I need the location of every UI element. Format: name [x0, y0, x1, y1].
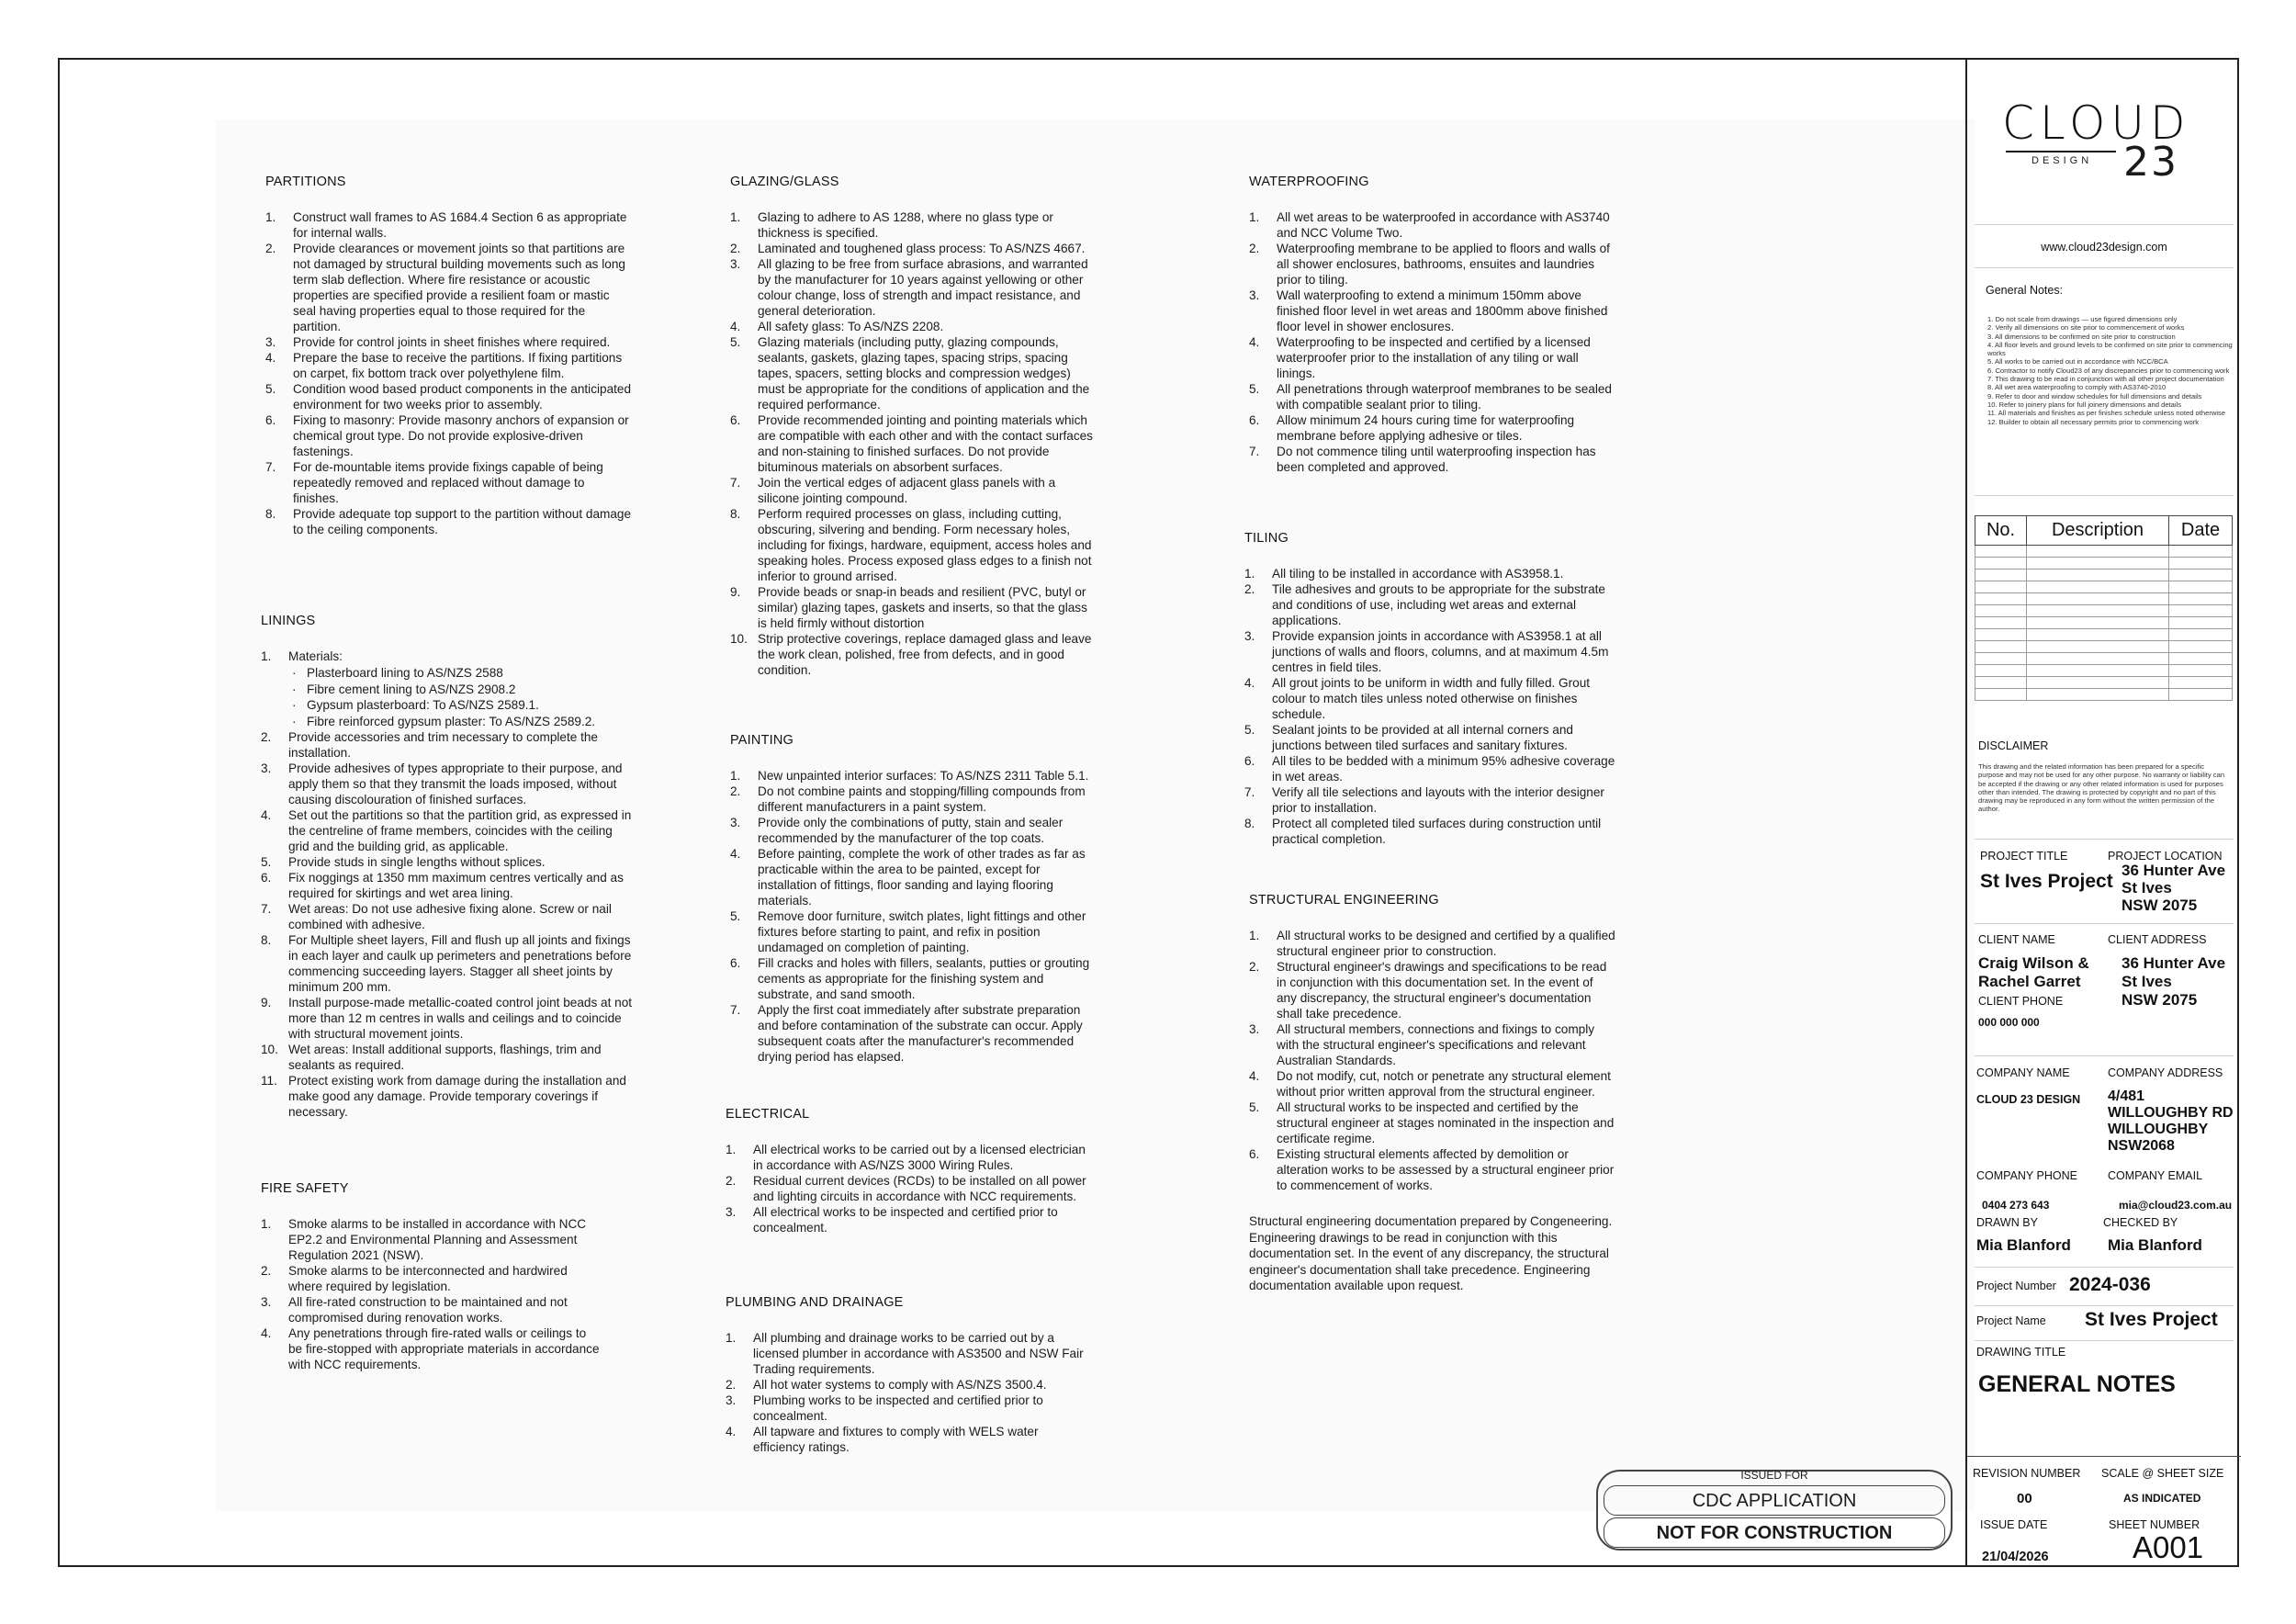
section-title: WATERPROOFING [1249, 175, 1369, 189]
material-item: · Fibre cement lining to AS/NZS 2908.2 [288, 682, 633, 698]
divider [1975, 267, 2234, 268]
divider [1975, 1340, 2234, 1341]
drawn-by: Mia Blanford [1976, 1236, 2071, 1254]
list-item: 5. Provide studs in single lengths without splices. [261, 855, 546, 869]
list-item: 6. Provide recommended jointing and pointing materials which are compatible with each other and with the contact surfaces and non-staining to finished surfaces. Do not provide bituminous materials on absorbent surfaces. [730, 413, 1093, 474]
text-line: 8. All wet area waterproofing to comply with AS3740-2010 [1987, 383, 2167, 392]
list-item: 4. All tapware and fixtures to comply with WELS water efficiency ratings. [726, 1425, 1039, 1454]
revision-cell [1975, 570, 2027, 581]
drawn-by-label: DRAWN BY [1976, 1216, 2038, 1229]
list-item: 7. Verify all tile selections and layouts with the interior designer prior to installation. [1244, 785, 1604, 815]
list-item: 2. Provide clearances or movement joints so that partitions are not damaged by structural building movements such as long term slab deflection. Where fire resistance or acoustic properties are specified provide a resilient foam or mastic seal having properties equal to those required for the partition. [265, 242, 625, 333]
electrical-list [726, 1142, 1093, 1235]
issue-date-label: ISSUE DATE [1980, 1518, 2048, 1531]
text-line: 9. Refer to door and window schedules for full dimensions and details [1987, 391, 2202, 400]
revision-cell [1975, 558, 2027, 570]
material-item: · Gypsum plasterboard: To AS/NZS 2589.1. [288, 697, 633, 714]
list-item: 3. All structural members, connections and fixings to comply with the structural engineer's specifications and relevant Australian Standards. [1249, 1022, 1595, 1067]
linings-items [261, 729, 633, 1120]
revision-cell [2027, 558, 2169, 570]
text-line: Rachel Garret [1978, 973, 2081, 990]
company-email[interactable]: mia@cloud23.com.au [2119, 1199, 2233, 1212]
disclaimer-text: This drawing and the related information has been prepared for a specific purpose and may not be used for any other purpose. No warranty or liability can be accepted if the drawing or any other related information is used for purposes other than intended. The drawing is protected by copyright and no part of this drawing may be reproduced in any form without the written permission of the author. [1978, 762, 2225, 814]
section-title: TILING [1244, 531, 1289, 546]
revision-cell [2027, 546, 2169, 558]
materials-list [288, 665, 633, 729]
scale-label: SCALE @ SHEET SIZE [2101, 1467, 2224, 1480]
revision-cell [1975, 605, 2027, 617]
divider [1967, 1456, 2241, 1457]
electrical-section [726, 1107, 1093, 1235]
list-item: 6. Allow minimum 24 hours curing time for waterproofing membrane before applying adhesive or tiles. [1249, 413, 1575, 443]
revision-cell [1975, 689, 2027, 701]
text-line: WILLOUGHBY RD [2108, 1105, 2234, 1121]
list-item: 2. Provide accessories and trim necessary to complete the installation. [261, 730, 598, 760]
list-item: 4. All safety glass: To AS/NZS 2208. [730, 320, 944, 333]
client-name-label: CLIENT NAME [1978, 933, 2055, 946]
list-item: 7. For de-mountable items provide fixings capable of being repeatedly removed and replaced without damage to finishes. [265, 460, 603, 505]
revision-cell [1975, 546, 2027, 558]
issue-date: 21/04/2026 [1982, 1550, 2049, 1564]
revision-cell [2169, 605, 2233, 617]
revision-cell [2027, 593, 2169, 605]
title-block [1965, 58, 2239, 1567]
text-line: St Ives [2122, 973, 2172, 990]
text-line: Craig Wilson & [1978, 954, 2089, 972]
revision-row [1975, 546, 2233, 558]
revision-cell [1975, 677, 2027, 689]
list-item: 2. Smoke alarms to be interconnected and hardwired where required by legislation. [261, 1264, 568, 1293]
revision-table [1975, 515, 2233, 701]
materials-label: Materials: [288, 649, 343, 663]
project-name: St Ives Project [2085, 1309, 2218, 1330]
issued-for-purpose: CDC APPLICATION [1604, 1485, 1945, 1516]
section-title: GLAZING/GLASS [730, 175, 839, 189]
checked-by-label: CHECKED BY [2103, 1216, 2178, 1229]
list-item: 1. All electrical works to be carried out by a licensed electrician in accordance with AS/NZS 3000 Wiring Rules. [726, 1143, 1086, 1172]
divider [1975, 495, 2234, 496]
revision-cell [2169, 629, 2233, 641]
revision-row [1975, 665, 2233, 677]
drawing-title: GENERAL NOTES [1978, 1371, 2176, 1397]
revision-cell [2169, 641, 2233, 653]
issued-for-status: NOT FOR CONSTRUCTION [1604, 1517, 1945, 1548]
revision-cell [2169, 617, 2233, 629]
project-name-label: Project Name [1976, 1314, 2046, 1327]
text-line: 1. Do not scale from drawings — use figured dimensions only [1987, 315, 2178, 323]
text-line: NSW 2075 [2122, 897, 2198, 914]
revision-cell [1975, 641, 2027, 653]
disclaimer-title: DISCLAIMER [1978, 739, 2049, 752]
list-item: 8. Perform required processes on glass, including cutting, obscuring, silvering and bending. Form necessary holes, including for fixings, hardware, equipment, access holes and speaking holes. Process exposed glass edges to a finish not inferior to ground arrised. [730, 507, 1092, 583]
revision-cell [2027, 653, 2169, 665]
list-item: 7. Wet areas: Do not use adhesive fixing alone. Screw or nail combined with adhesive. [261, 902, 612, 931]
section-title: STRUCTURAL ENGINEERING [1249, 893, 1439, 908]
revision-row [1975, 677, 2233, 689]
linings-section [261, 614, 633, 1120]
client-phone: 000 000 000 [1978, 1016, 2040, 1029]
client-name [1978, 954, 2089, 991]
revision-cell [2027, 570, 2169, 581]
divider [1975, 224, 2234, 225]
text-line: 4. All floor levels and ground levels to be confirmed on site prior to commencing works [1987, 340, 2233, 358]
revision-cell [2169, 593, 2233, 605]
section-title: PLUMBING AND DRAINAGE [726, 1295, 904, 1310]
text-line: 3. All dimensions to be confirmed on site prior to construction [1987, 332, 2176, 341]
list-item: 1. Glazing to adhere to AS 1288, where no glass type or thickness is specified. [730, 210, 1053, 240]
revision-cell [2027, 629, 2169, 641]
list-item: 6. Fill cracks and holes with fillers, sealants, putties or grouting cements as appropriate for the finishing system and substrate, and sand smooth. [730, 956, 1090, 1001]
text-line: 5. All works to be carried out in accordance with NCC/BCA [1987, 357, 2168, 367]
revision-cell [2027, 617, 2169, 629]
company-address [2108, 1088, 2234, 1155]
fire-safety-list [261, 1216, 601, 1372]
revision-cell [2027, 641, 2169, 653]
issued-for-stamp [1596, 1470, 1953, 1551]
list-item: 3. Provide for control joints in sheet finishes where required. [265, 335, 611, 349]
partitions-section [265, 175, 633, 537]
company-phone: 0404 273 643 [1982, 1199, 2050, 1212]
logo-sub: DESIGN [2032, 155, 2093, 166]
project-title: St Ives Project [1980, 871, 2113, 892]
revision-row [1975, 689, 2233, 701]
material-item: · Fibre reinforced gypsum plaster: To AS/NZS 2589.2. [288, 714, 633, 730]
list-item: 2. Residual current devices (RCDs) to be installed on all power and lighting circuits in accordance with NCC requirements. [726, 1174, 1086, 1203]
text-line: 2. Verify all dimensions on site prior to commencement of works [1987, 323, 2185, 333]
section-title: ELECTRICAL [726, 1107, 810, 1122]
revision-row [1975, 581, 2233, 593]
list-item: 1. All tiling to be installed in accordance with AS3958.1. [1244, 567, 1564, 581]
text-line: NSW2068 [2108, 1138, 2175, 1154]
revision-cell [2027, 665, 2169, 677]
list-item: 3. Wall waterproofing to extend a minimum 150mm above finished floor level in wet areas and 1800mm above finished floor level in shower enclosures. [1249, 288, 1608, 333]
list-item: 6. Fixing to masonry: Provide masonry anchors of expansion or chemical grout type. Do not provide explosive-driven fastenings. [265, 413, 629, 458]
revision-cell [1975, 617, 2027, 629]
company-logo [2002, 96, 2204, 186]
company-phone-label: COMPANY PHONE [1976, 1169, 2077, 1182]
logo-bar [2006, 151, 2116, 152]
divider [1975, 1055, 2234, 1056]
glazing-section [730, 175, 1097, 678]
tiling-section [1244, 531, 1616, 847]
revision-cell [2169, 546, 2233, 558]
revision-header-no: No. [1975, 516, 2027, 546]
list-item: 9. Install purpose-made metallic-coated control joint beads at not more than 12 m centres in walls and ceilings and to coincide with structural movement joints. [261, 996, 633, 1041]
revision-cell [2169, 689, 2233, 701]
company-address-label: COMPANY ADDRESS [2108, 1066, 2223, 1079]
revision-row [1975, 558, 2233, 570]
list-item: 2. Do not combine paints and stopping/filling compounds from different manufacturers in a paint system. [730, 784, 1086, 814]
text-line: 36 Hunter Ave [2122, 954, 2226, 972]
website[interactable]: www.cloud23design.com [2041, 241, 2167, 254]
text-line: WILLOUGHBY [2108, 1122, 2209, 1137]
list-item: 5. Sealant joints to be provided at all internal corners and junctions between tiled surfaces and sanitary fixtures. [1244, 723, 1573, 752]
revision-cell [1975, 629, 2027, 641]
text-line: St Ives [2122, 879, 2172, 897]
list-item: 6. Fix noggings at 1350 mm maximum centres vertically and as required for skirtings and wet area lining. [261, 871, 624, 900]
client-phone-label: CLIENT PHONE [1978, 995, 2064, 1008]
revision-header-row [1975, 516, 2233, 546]
text-line: 4/481 [2108, 1088, 2145, 1104]
text-line: 11. All materials and finishes as per finishes schedule unless noted otherwise [1987, 409, 2226, 418]
revision-cell [2169, 558, 2233, 570]
checked-by: Mia Blanford [2108, 1236, 2202, 1254]
section-title: FIRE SAFETY [261, 1181, 349, 1196]
list-item: 2. All hot water systems to comply with AS/NZS 3500.4. [726, 1378, 1047, 1392]
text-line: 36 Hunter Ave [2122, 862, 2226, 879]
list-item: 7. Apply the first coat immediately after substrate preparation and before contamination of the substrate can occur. Apply subsequent coats after the manufacturer's recommended drying period has elapsed. [730, 1003, 1083, 1064]
list-item: 3. Plumbing works to be inspected and certified prior to concealment. [726, 1393, 1043, 1423]
fire-safety-section [261, 1181, 601, 1372]
text-line: NSW 2075 [2122, 991, 2198, 1009]
revision-cell [1975, 653, 2027, 665]
section-title: PARTITIONS [265, 175, 346, 189]
revision-cell [1975, 593, 2027, 605]
list-item: 4. Any penetrations through fire-rated walls or ceilings to be fire-stopped with appropriate materials in accordance with NCC requirements. [261, 1326, 600, 1371]
list-item: 4. Set out the partitions so that the partition grid, as expressed in the centreline of frame members, coincides with the ceiling grid and the building grid, as applicable. [261, 808, 632, 853]
list-item: 9. Provide beads or snap-in beads and resilient (PVC, butyl or similar) glazing tapes, gaskets and inserts, so that the glass is held firmly without distortion [730, 585, 1087, 630]
list-item: 5. All structural works to be inspected and certified by the structural engineer at stages nominated in the inspection and certificate regime. [1249, 1100, 1615, 1145]
general-notes-title: General Notes: [1986, 284, 2064, 297]
company-email-label: COMPANY EMAIL [2108, 1169, 2203, 1182]
company-name-label: COMPANY NAME [1976, 1066, 2070, 1079]
revision-cell [2169, 665, 2233, 677]
general-notes-list [1987, 315, 2234, 426]
list-item: 1. Construct wall frames to AS 1684.4 Section 6 as appropriate for internal walls. [265, 210, 627, 240]
issued-for-label: ISSUED FOR [1740, 1469, 1808, 1482]
list-item: 1. Smoke alarms to be installed in accordance with NCC EP2.2 and Environmental Planning and Assessment Regulation 2021 (NSW). [261, 1217, 587, 1262]
list-item: 10. Wet areas: Install additional supports, flashings, trim and sealants as required. [261, 1043, 602, 1072]
revision-cell [2027, 581, 2169, 593]
plumbing-section [726, 1295, 1093, 1455]
structural-list [1249, 928, 1616, 1193]
revision-row [1975, 593, 2233, 605]
partitions-list [265, 209, 633, 537]
list-item: 8. Provide adequate top support to the partition without damage to the ceiling components. [265, 507, 632, 536]
revision-row [1975, 641, 2233, 653]
plumbing-list [726, 1330, 1093, 1455]
revision-row [1975, 629, 2233, 641]
list-item: 3. Provide only the combinations of putty, stain and sealer recommended by the manufacturer of the top coats. [730, 816, 1064, 845]
section-title: LININGS [261, 614, 316, 628]
company-name: CLOUD 23 DESIGN [1976, 1093, 2081, 1106]
list-item: 8. For Multiple sheet layers, Fill and flush up all joints and fixings in each layer and caulk up perimeters and penetrations before commencing succeeding layers. Stagger all sheet joints by minimum 200 mm. [261, 933, 632, 994]
revision-number-label: REVISION NUMBER [1973, 1467, 2081, 1480]
client-address [2122, 954, 2225, 1009]
revision-row [1975, 653, 2233, 665]
client-address-label: CLIENT ADDRESS [2108, 933, 2207, 946]
list-item: 3. All electrical works to be inspected and certified prior to concealment. [726, 1205, 1058, 1235]
structural-section [1249, 893, 1616, 1294]
painting-list [730, 768, 1097, 1065]
logo-number: 23 [2123, 139, 2178, 186]
text-line: 7. This drawing to be read in conjunction with all other project documentation [1987, 375, 2224, 384]
list-item: 1. Materials: · Plasterboard lining to AS/NZS 2588 · Fibre cement lining to AS/NZS 2908.2 · Gypsum plasterboard: To AS/NZS 2589.1. · Fibre reinforced gypsum plaster: To AS/NZS 2589.2. [261, 648, 633, 729]
project-title-label: PROJECT TITLE [1980, 850, 2068, 863]
list-item: 4. Prepare the base to receive the partitions. If fixing partitions on carpet, fix bottom track over polyethylene film. [265, 351, 623, 380]
project-number-label: Project Number [1976, 1280, 2056, 1292]
revision-row [1975, 617, 2233, 629]
list-item: 4. Waterproofing to be inspected and certified by a licensed waterproofer prior to the installation of any tiling or wall linings. [1249, 335, 1591, 380]
glazing-list [730, 209, 1097, 678]
painting-section [730, 733, 1097, 1065]
sheet-number-label: SHEET NUMBER [2109, 1518, 2200, 1531]
text-line: 12. Builder to obtain all necessary permits prior to commencing work [1987, 417, 2200, 426]
list-item: 3. Provide adhesives of types appropriate to their purpose, and apply them so that they transmit the loads imposed, without causing discolouration of finished surfaces. [261, 761, 623, 806]
list-item: 3. Provide expansion joints in accordance with AS3958.1 at all junctions of walls and floors, columns, and at maximum 4.5m centres in field tiles. [1244, 629, 1609, 674]
logo-word: CLOUD [2002, 96, 2191, 150]
divider [1975, 923, 2234, 924]
project-number: 2024-036 [2069, 1274, 2151, 1295]
list-item: 1. All structural works to be designed and certified by a qualified structural engineer prior to construction. [1249, 929, 1615, 958]
list-item: 5. Remove door furniture, switch plates, light fittings and other fixtures before starting to paint, and refix in position undamaged on completion of painting. [730, 909, 1086, 954]
list-item: 11. Protect existing work from damage during the installation and make good any damage. Provide temporary coverings if necessary. [261, 1074, 626, 1119]
revision-cell [2169, 581, 2233, 593]
list-item: 7. Join the vertical edges of adjacent glass panels with a silicone jointing compound. [730, 476, 1056, 505]
list-item: 3. All glazing to be free from surface abrasions, and warranted by the manufacturer for 10 years against yellowing or other colour change, loss of strength and impact resistance, and general deterioration. [730, 257, 1088, 318]
list-item: 1. All wet areas to be waterproofed in accordance with AS3740 and NCC Volume Two. [1249, 210, 1610, 240]
text-line: 6. Contractor to notify Cloud23 of any discrepancies prior to commencing work [1987, 366, 2230, 375]
revision-cell [2027, 677, 2169, 689]
material-item: · Plasterboard lining to AS/NZS 2588 [288, 665, 633, 682]
divider [1975, 839, 2234, 840]
list-item: 2. Waterproofing membrane to be applied to floors and walls of all shower enclosures, bathrooms, ensuites and laundries prior to tiling. [1249, 242, 1610, 287]
list-item: 1. New unpainted interior surfaces: To AS/NZS 2311 Table 5.1. [730, 769, 1089, 783]
list-item: 2. Laminated and toughened glass process: To AS/NZS 4667. [730, 242, 1086, 255]
list-item: 6. All tiles to be bedded with a minimum 95% adhesive coverage in wet areas. [1244, 754, 1615, 784]
list-item: 1. All plumbing and drainage works to be carried out by a licensed plumber in accordance with AS3500 and NSW Fair Trading requirements. [726, 1331, 1084, 1376]
revision-cell [1975, 581, 2027, 593]
section-title: PAINTING [730, 733, 794, 748]
text-line: 10. Refer to joinery plans for full joinery dimensions and details [1987, 400, 2182, 409]
structural-paragraph: Structural engineering documentation prepared by Congeneering. Engineering drawings to be read in conjunction with this documentation set. In the event of any discrepancy, the structural engineer's documentation shall take precedence. Engineering documentation available upon request. [1249, 1214, 1613, 1292]
list-item: 3. All fire-rated construction to be maintained and not compromised during renovation works. [261, 1295, 568, 1325]
revision-row [1975, 570, 2233, 581]
drawing-title-label: DRAWING TITLE [1976, 1346, 2066, 1359]
list-item: 5. Glazing materials (including putty, glazing compounds, sealants, gaskets, glazing tapes, spacing strips, spacing tapes, spacers, setting blocks and compression wedges) must be appropriate for the conditions of application and the required performance. [730, 335, 1090, 412]
waterproofing-list [1249, 209, 1616, 475]
waterproofing-section [1249, 175, 1616, 475]
revision-number: 00 [2017, 1491, 2032, 1506]
divider [1975, 1267, 2234, 1268]
scale: AS INDICATED [2123, 1492, 2201, 1505]
project-location-label: PROJECT LOCATION [2108, 850, 2223, 863]
list-item: 7. Do not commence tiling until waterproofing inspection has been completed and approved. [1249, 445, 1596, 474]
list-item: 5. All penetrations through waterproof membranes to be sealed with compatible sealant prior to tiling. [1249, 382, 1612, 412]
list-item: 5. Condition wood based product components in the anticipated environment for two weeks prior to assembly. [265, 382, 632, 412]
list-item: 4. Do not modify, cut, notch or penetrate any structural element without prior written approval from the structural engineer. [1249, 1069, 1611, 1099]
revision-cell [2169, 653, 2233, 665]
revision-header-description: Description [2027, 516, 2169, 546]
list-item: 4. Before painting, complete the work of other trades as far as practicable within the area to be painted, except for installation of fittings, floor sanding and laying flooring materials. [730, 847, 1086, 908]
linings-list [261, 648, 633, 729]
list-item: 6. Existing structural elements affected by demolition or alteration works to be assessed by a structural engineer prior to commencement of works. [1249, 1147, 1615, 1192]
list-item: 2. Structural engineer's drawings and specifications to be read in conjunction with this documentation set. In the event of any discrepancy, the structural engineer's documentation shall take precedence. [1249, 960, 1607, 1021]
revision-cell [2027, 605, 2169, 617]
revision-row [1975, 605, 2233, 617]
list-item: 4. All grout joints to be uniform in width and fully filled. Grout colour to match tiles unless noted otherwise on finishes schedule. [1244, 676, 1591, 721]
sheet-number: A001 [2133, 1530, 2204, 1564]
revision-cell [2027, 689, 2169, 701]
revision-cell [2169, 677, 2233, 689]
list-item: 2. Tile adhesives and grouts to be appropriate for the substrate and conditions of use, including wet areas and external applications. [1244, 582, 1605, 627]
revision-header-date: Date [2169, 516, 2233, 546]
list-item: 10. Strip protective coverings, replace damaged glass and leave the work clean, polished, free from defects, and in good condition. [730, 632, 1092, 677]
list-item: 8. Protect all completed tiled surfaces during construction until practical completion. [1244, 817, 1602, 846]
divider [1975, 1305, 2234, 1306]
project-location [2122, 862, 2225, 914]
revision-cell [2169, 570, 2233, 581]
revision-cell [1975, 665, 2027, 677]
tiling-list [1244, 566, 1616, 847]
